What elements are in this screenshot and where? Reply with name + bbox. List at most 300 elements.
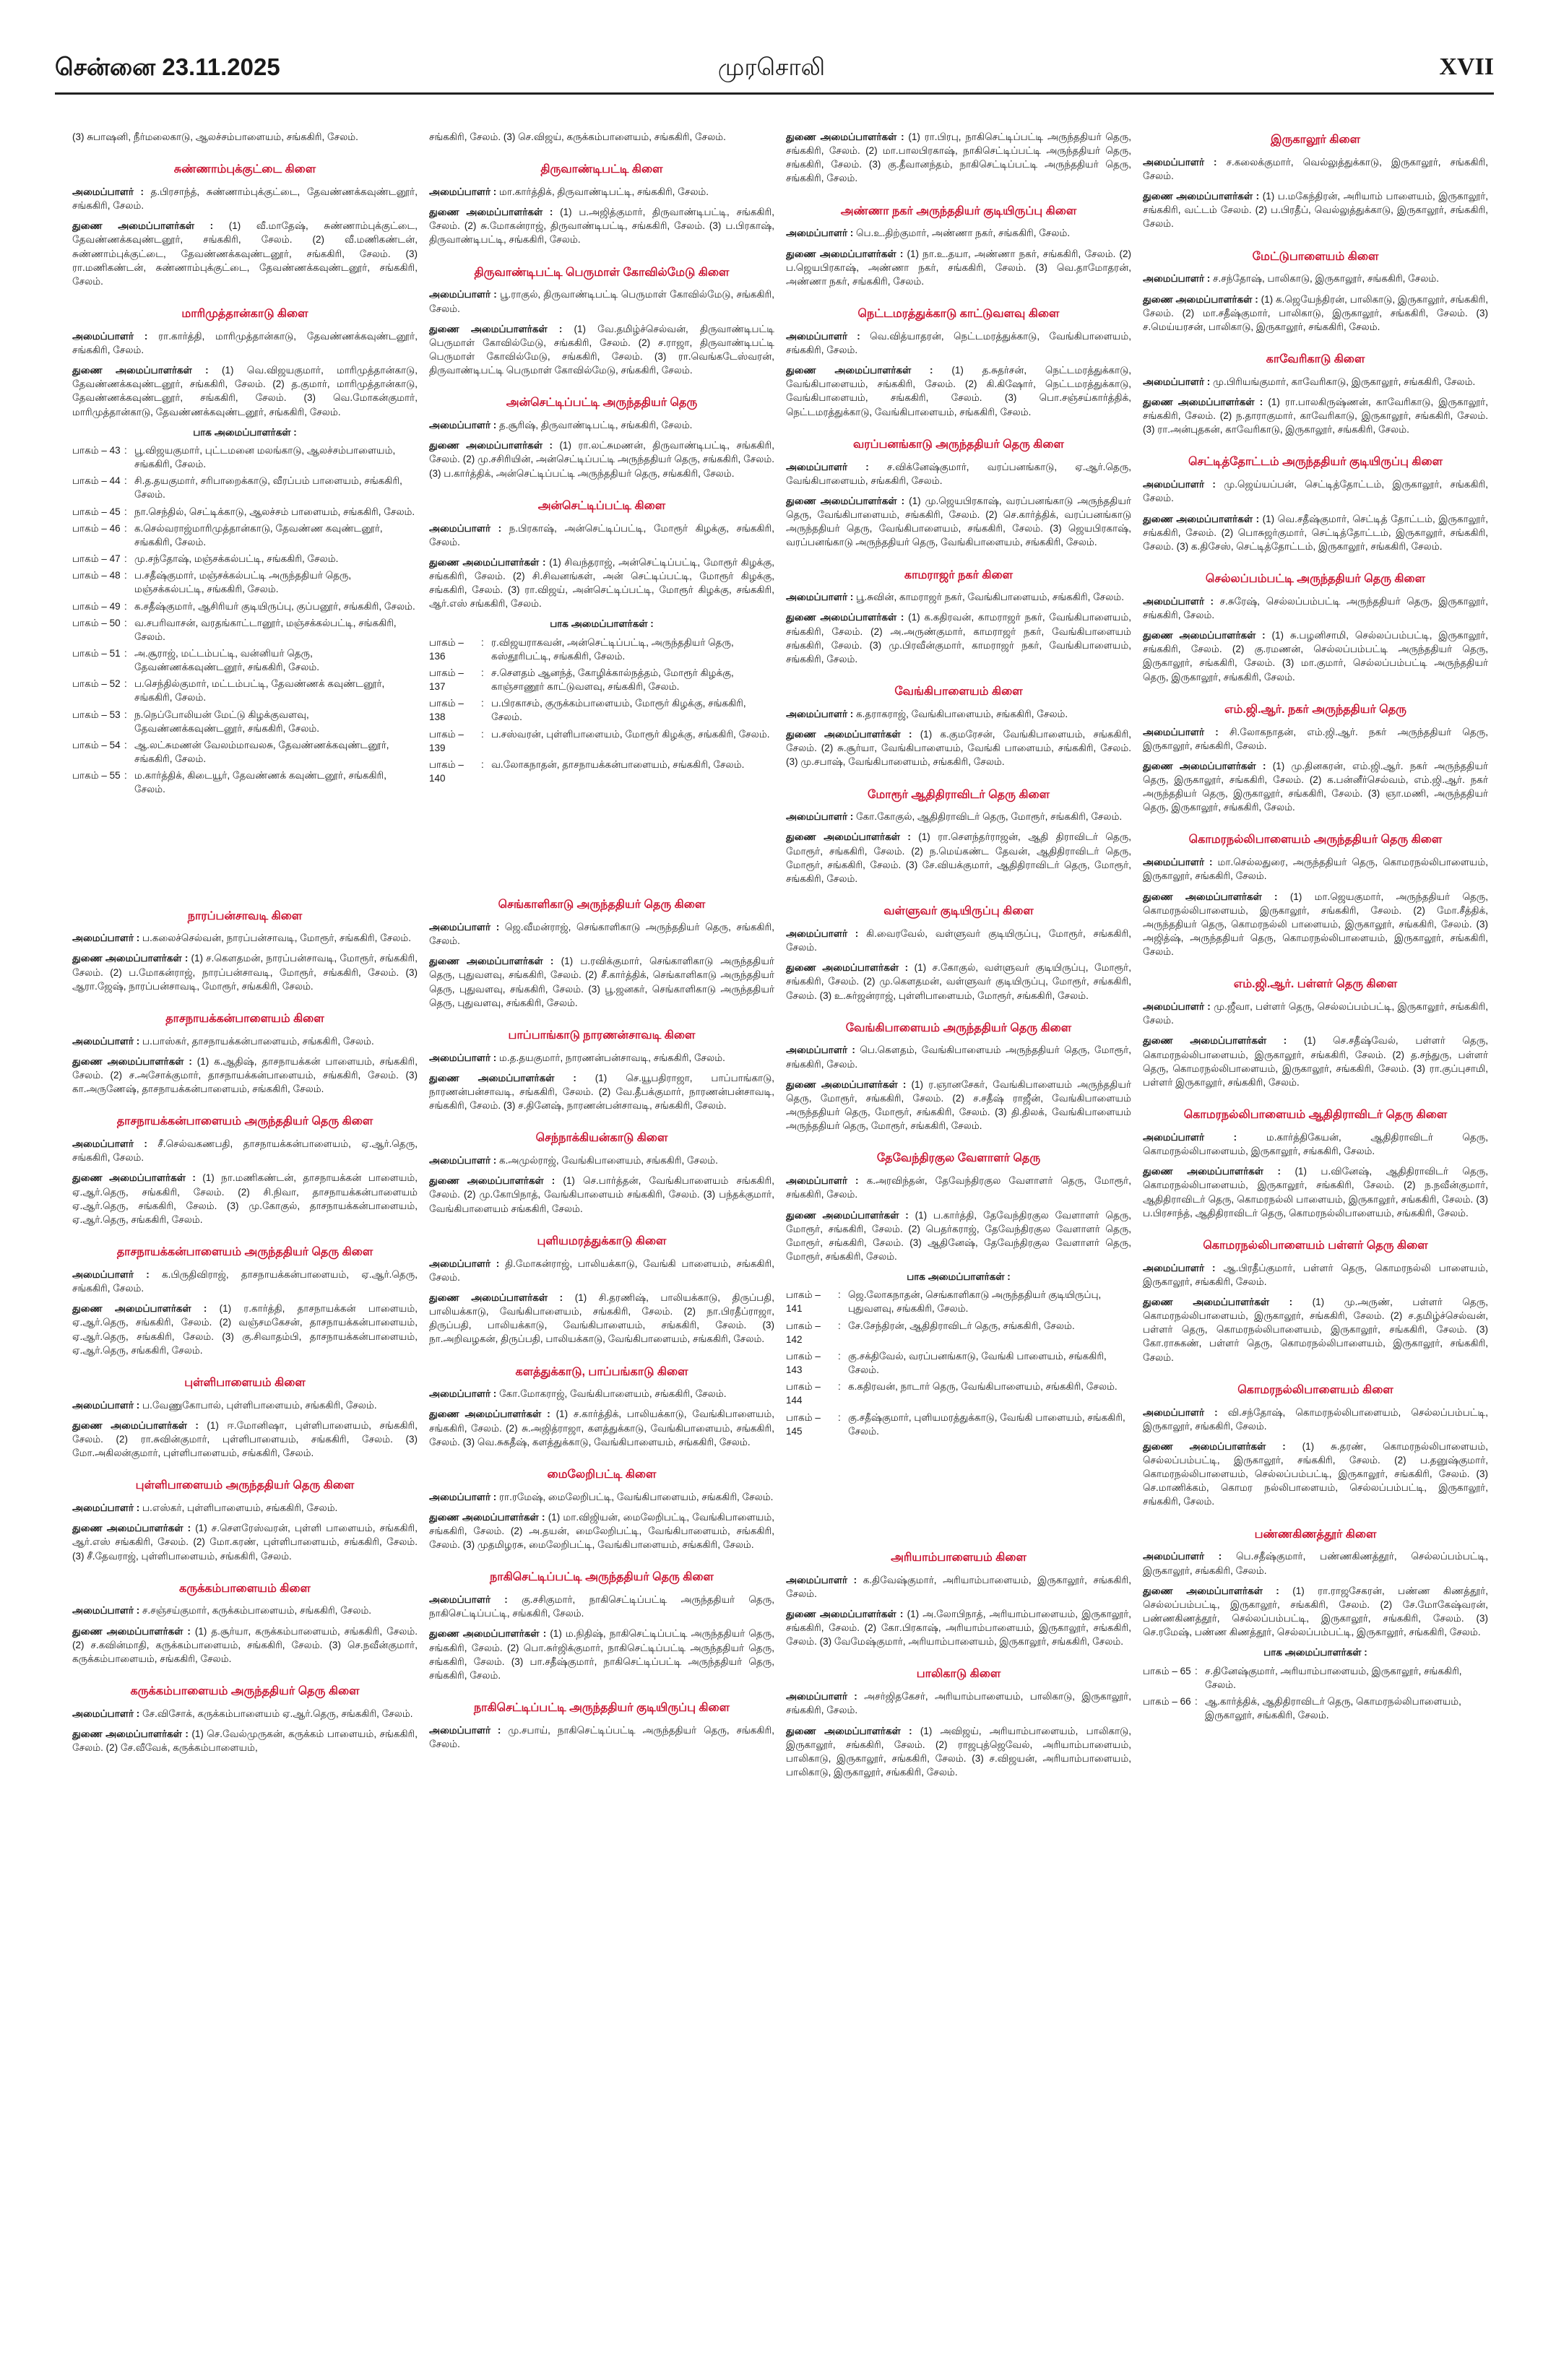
- role-entry: [72, 951, 418, 992]
- role-label: அமைப்பாளர் :: [429, 420, 497, 431]
- role-text: க.திவேஷ்குமார், அரியாம்பாளையம், இருகாலூர், சங்ககிரி, சேலம்.: [786, 1574, 1131, 1599]
- part-number: பாகம் – 65: [1143, 1665, 1191, 1676]
- role-text: (1) மா.ஜெயகுமார், அருந்ததியர் தெரு, கொமரநல்லிபாளையம், இருகாலூர், சங்ககிரி, சேலம். (2) மோ.சீத்திக், அருந்ததியர் தெரு, கொமரநல்லி பாளையம், இருகாலூர், சங்ககிரி, சேலம். (3) அஜித்ஷ், அருந்ததியர் தெரு, கொமரநல்லிபாளையம், இருகாலூர், சங்ககிரி, சேலம்.: [1143, 891, 1488, 958]
- section-heading: நாகிசெட்டிப்பட்டி அருந்ததியர் தெரு கிளை: [489, 1571, 714, 1584]
- role-label: அமைப்பாளர் :: [1143, 857, 1213, 868]
- part-organiser: சே.சேந்திரன், ஆதிதிராவிடர் தெரு, சங்ககிரி, சேலம்.: [848, 1320, 1075, 1331]
- role-label: துணை அமைப்பாளர்கள் :: [429, 956, 554, 967]
- part-separator: :: [1195, 1665, 1198, 1676]
- role-text: (1) செ.பார்த்தன், வேங்கிபாளையம் சங்ககிரி, சேலம். (2) மு.கோபிநாத், வேங்கிபாளையம் சங்ககிரி, சேலம். (3) பந்தக்குமார், வேங்கிபாளையம் சங்ககிரி, சேலம்.: [429, 1175, 774, 1214]
- section-heading: தேவேந்திரகுல வேளாளர் தெரு: [876, 1152, 1041, 1165]
- part-separator: :: [481, 758, 484, 770]
- role-entry: [786, 226, 1131, 240]
- part-row: [786, 1349, 1131, 1377]
- section-heading: புள்ளிபாளையம் கிளை: [184, 1376, 306, 1389]
- role-entry: [786, 1174, 1131, 1201]
- role-entry: [429, 1627, 774, 1682]
- part-row: [429, 666, 774, 693]
- role-label: அமைப்பாளர் :: [786, 1574, 857, 1585]
- page-header: [0, 0, 1543, 123]
- part-organiser: ஆ.லட்சுமணன் வேலம்மாவலசு, தேவண்ணக்கவுண்டனூர், சங்ககிரி, சேலம்.: [134, 739, 389, 765]
- role-text: மு.பிரியங்குமார், காவேரிகாடு, இருகாலூர், சங்ககிரி, சேலம்.: [1213, 376, 1476, 387]
- role-text: ப.எஸ்கர், புள்ளிபாளையம், சங்ககிரி, சேலம்.: [142, 1502, 338, 1514]
- role-text: ச.கலைக்குமார், வெல்லுத்துக்காடு, இருகாலூர், சங்ககிரி, சேலம்.: [1143, 156, 1488, 181]
- role-text: (1) வீ.மாதேஷ், சுண்ணாம்புக்குட்டை, தேவண்ணக்கவுண்டனூர், சங்ககிரி, சேலம். (2) வீ.மணிகண்டன், சுண்ணாம்புக்குட்டை, தேவண்ணக்கவுண்டனூர், சங்ககிரி, சேலம். (3) ரா.மணிகண்டன், சுண்ணாம்புக்குட்டை, தேவண்ணக்கவுண்டனூர், சங்ககிரி, சேலம்.: [72, 220, 418, 287]
- section-heading: அரியாம்பாளையம் கிளை: [891, 1551, 1026, 1564]
- role-entry: [786, 130, 1131, 186]
- role-text: ச.சந்தோஷ், பாலிகாடு, இருகாலூர், சங்ககிரி, சேலம்.: [1213, 273, 1440, 285]
- role-entry: [429, 287, 774, 315]
- role-entry: [429, 205, 774, 246]
- part-organiser: ப.சதீஷ்குமார், மஞ்சக்கல்பட்டி அருந்ததியர் தெரு, மஞ்சக்கல்பட்டி, சங்ககிரி, சேலம்.: [134, 570, 352, 595]
- role-label: துணை அமைப்பாளர்கள் :: [786, 962, 909, 974]
- part-row: [786, 1319, 1131, 1346]
- role-label: துணை அமைப்பாளர்கள் :: [786, 1209, 909, 1221]
- role-text: (1) நா.உ.தயா, அண்ணா நகர், சங்ககிரி, சேலம். (2) ப.ஜெயபிரகாஷ், அண்ணா நகர், சங்ககிரி, சேலம். (3) வெ.தாமோதரன், அண்ணா நகர், சங்ககிரி, சேலம்.: [786, 248, 1131, 287]
- role-text: கு.சசிகுமார், நாகிசெட்டிப்பட்டி அருந்ததியர் தெரு, நாகிசெட்டிப்பட்டி, சங்ககிரி, சேலம்.: [429, 1594, 774, 1619]
- role-entry: [72, 1034, 418, 1048]
- role-entry: [786, 610, 1131, 666]
- part-organisers-title: பாக அமைப்பாளர்கள் :: [193, 426, 297, 438]
- part-separator: :: [838, 1350, 841, 1362]
- role-entry: [1143, 155, 1488, 183]
- part-separator: :: [124, 600, 127, 612]
- role-entry: [786, 1078, 1131, 1133]
- role-label: அமைப்பாளர் :: [429, 1052, 497, 1063]
- role-text: கி.வைரவேல், வள்ளுவர் குடியிருப்பு, மோரூர், சங்ககிரி, சேலம்.: [786, 927, 1131, 953]
- role-text: த.பிரசாந்த், சுண்ணாம்புக்குட்டை, தேவண்ணக்கவுண்டனூர், சங்ககிரி, சேலம்.: [72, 186, 418, 212]
- section-heading: நாரப்பன்சாவடி கிளை: [187, 909, 303, 922]
- role-text: மு.ஜீவா, பள்ளர் தெரு, செல்லப்பம்பட்டி, இருகாலூர், சங்ககிரி, சேலம்.: [1143, 1001, 1488, 1026]
- role-text: (1) ச.கௌதமன், நாரப்பன்சாவடி, மோரூர், சங்ககிரி, சேலம். (2) ப.மோகன்ராஜ், நாரப்பன்சாவடி, மோரூர், சங்ககிரி, சேலம். (3) ஆரா.ஜேஷ், நாரப்பன்சாவடி, மோரூர், சங்ககிரி, சேலம்.: [72, 953, 418, 992]
- part-row: [786, 1380, 1131, 1407]
- role-entry: [1143, 1000, 1488, 1027]
- role-text: (1) வெ.சதீஷ்குமார், செட்டித் தோட்டம், இருகாலூர், சங்ககிரி, சேலம். (2) பொசுஜர்குமார், செட்டித்தோட்டம், இருகாலூர், சங்ககிரி, சேலம். (3) க.திசேஸ், செட்டித்தோட்டம், இருகாலூர், சங்ககிரி, சேலம்.: [1143, 513, 1488, 552]
- part-row: [72, 600, 418, 613]
- role-text: பெ.சதீஷ்குமார், பண்ணகிணத்தூர், செல்லப்பம்பட்டி, இருகாலூர், சங்ககிரி, சேலம்.: [1143, 1551, 1488, 1576]
- role-entry: [1143, 477, 1488, 505]
- role-entry: [72, 1419, 418, 1460]
- role-label: அமைப்பாளர் :: [429, 921, 500, 932]
- role-label: துணை அமைப்பாளர்கள் :: [1143, 1440, 1286, 1452]
- part-organisers-title: பாக அமைப்பாளர்கள் :: [1263, 1647, 1367, 1658]
- part-row: [72, 769, 418, 796]
- role-entry: [72, 1501, 418, 1515]
- role-text: சி.லோகநாதன், எம்.ஜி.ஆர். நகர் அருந்ததியர் தெரு, இருகாலூர், சங்ககிரி, சேலம்.: [1143, 726, 1488, 751]
- section-heading: நெட்டமரத்துக்காடு காட்டுவளவு கிளை: [857, 308, 1060, 321]
- role-label: துணை அமைப்பாளர்கள் :: [786, 131, 904, 142]
- role-entry: [72, 931, 418, 945]
- role-label: அமைப்பாளர் :: [1143, 1406, 1218, 1418]
- role-label: துணை அமைப்பாளர்கள் :: [429, 556, 546, 568]
- section-heading: செந்நாக்கியன்காடு கிளை: [535, 1132, 668, 1145]
- role-text: க.பிருதிவிராஜ், தாசநாயக்கன்பாளையம், ஏ.ஆர்.தெரு, சங்ககிரி, சேலம்.: [72, 1268, 418, 1294]
- role-label: துணை அமைப்பாளர்கள் :: [1143, 630, 1266, 641]
- role-text: (1) சிவந்தராஜ், அன்செட்டிப்பட்டி, மோரூர் கிழக்கு, சங்ககிரி, சேலம். (2) சி.சிவனங்கள், அன் செட்டிப்பட்டி, மோரூர் கிழக்கு, சங்ககிரி, சேலம். (3) ரா.விஜய், அன்செட்டிப்பட்டி, மோரூர் கிழக்கு, சங்ககிரி, ஆர்.எஸ் சங்ககிரி, சேலம்.: [429, 556, 774, 610]
- section-heading: காமராஜர் நகர் கிளை: [904, 568, 1013, 581]
- part-row: [1143, 1664, 1488, 1692]
- part-number: பாகம் – 66: [1143, 1695, 1191, 1707]
- part-separator: :: [124, 522, 127, 534]
- role-entry: [72, 1521, 418, 1562]
- role-text: க.அரவிந்தன், தேவேந்திரகுல வேளாளர் தெரு, மோரூர், சங்ககிரி, சேலம்.: [786, 1175, 1131, 1200]
- role-text: (1) ச.சௌரேஸ்வரன், புள்ளி பாளையம், சங்ககிரி, ஆர்.எஸ் சங்ககிரி, சேலம். (2) மோ.கரண், புள்ளிபாளையம், சங்ககிரி, சேலம். (3) சீ.தேவராஜ், புள்ளிபாளையம், சங்ககிரி, சேலம்.: [72, 1523, 418, 1562]
- section-heading: பாப்பாங்காடு நாரணன்சாவடி கிளை: [508, 1029, 696, 1042]
- section-heading: புளியமரத்துக்காடு கிளை: [537, 1234, 667, 1247]
- role-entry: [429, 954, 774, 1010]
- role-entry: [1143, 628, 1488, 684]
- role-label: அமைப்பாளர் :: [786, 1175, 859, 1187]
- part-separator: :: [838, 1381, 841, 1393]
- role-text: (1) க.கதிரவன், காமராஜர் நகர், வேங்கிபாளையம், சங்ககிரி, சேலம். (2) அ.அருண்குமார், காமராஜர் நகர், வேங்கிபாளையம் சங்ககிரி, சேலம். (3) மு.பிரவீன்குமார், காமராஜர் நகர், வேங்கிபாளையம், சங்ககிரி, சேலம்.: [786, 612, 1131, 665]
- part-row: [429, 696, 774, 724]
- column-3: [786, 130, 1131, 2362]
- role-label: அமைப்பாளர் :: [786, 461, 869, 472]
- part-number: பாகம் – 143: [786, 1350, 821, 1376]
- role-entry: [429, 438, 774, 480]
- role-label: அமைப்பாளர் :: [1143, 376, 1211, 387]
- role-label: துணை அமைப்பாளர்கள் :: [786, 1078, 907, 1090]
- part-number: பாகம் – 54: [72, 739, 121, 750]
- role-text: ஜெ.வீமன்ராஜ், செங்காளிகாடு அருந்ததியர் தெரு, சங்ககிரி, சேலம்.: [429, 921, 774, 947]
- part-separator: :: [124, 444, 127, 456]
- part-row: [72, 616, 418, 644]
- part-organiser: கு.சதீஷ்குமார், புளியமரத்துக்காடு, வேங்கி பாளையம், சங்ககிரி, சேலம்.: [848, 1411, 1125, 1437]
- role-label: அமைப்பாளர் :: [72, 186, 144, 197]
- section-heading: பண்ணகிணத்தூர் கிளை: [1254, 1528, 1377, 1541]
- role-entry: [786, 329, 1131, 357]
- section-heading: பாலிகாடு கிளை: [916, 1668, 1001, 1681]
- role-entry: [1143, 725, 1488, 753]
- role-entry: [1143, 1295, 1488, 1364]
- role-entry: [786, 363, 1131, 419]
- role-entry: [429, 322, 774, 378]
- role-label: துணை அமைப்பாளர்கள் :: [429, 1408, 550, 1420]
- role-label: அமைப்பாளர் :: [786, 1044, 855, 1056]
- part-organiser: க.கதிரவன், நாடார் தெரு, வேங்கிபாளையம், சங்ககிரி, சேலம்.: [848, 1381, 1118, 1393]
- role-label: அமைப்பாளர் :: [429, 1594, 508, 1606]
- role-entry: [1143, 890, 1488, 959]
- role-text: (1) மு.ஜெயபிரகாஷ், வரப்பனங்காடு அருந்ததியர் தெரு, வேங்கிபாளையம், சங்ககிரி, சேலம். (2) செ.கார்த்திக், வரப்பனங்காடு அருந்ததியர் தெரு, வேங்கிபாளையம், சங்ககிரி, சேலம். (3) ஜெயபிரகாஷ், வரப்பனங்காடு அருந்ததியர் தெரு, வேங்கிபாளையம், சங்ககிரி, சேலம்.: [786, 495, 1131, 548]
- role-label: அமைப்பாளர் :: [786, 708, 854, 719]
- part-organiser: ஜெ.லோகநாதன், செங்காளிகாடு அருந்ததியர் குடியிருப்பு, புதுவளவு, சங்ககிரி, சேலம்.: [848, 1289, 1102, 1315]
- role-entry: [72, 329, 418, 357]
- part-organisers-title: பாக அமைப்பாளர்கள் :: [550, 618, 654, 630]
- role-entry: [1143, 1034, 1488, 1089]
- part-row: [72, 552, 418, 566]
- role-entry: [1143, 512, 1488, 553]
- part-row: [429, 636, 774, 663]
- part-number: பாகம் – 137: [429, 667, 464, 693]
- role-label: அமைப்பாளர் :: [786, 1691, 857, 1702]
- role-text: (1) ரா.பிரபு, நாகிசெட்டிப்பட்டி அருந்ததியர் தெரு, சங்ககிரி, சேலம். (2) மா.பாலபிரகாஷ், நாகிசெட்டிப்பட்டி அருந்ததியர் தெரு, சங்ககிரி, சேலம். (3) கு.தீவானந்தம், நாகிசெட்டிப்பட்டி அருந்ததியர் தெரு, சங்ககிரி, சேலம்.: [786, 131, 1131, 184]
- role-entry: [429, 1291, 774, 1346]
- part-organiser: நா.செந்தில், செட்டிக்காடு, ஆலச்சம் பாளையம், சங்ககிரி, சேலம்.: [134, 506, 415, 517]
- role-label: அமைப்பாளர் :: [72, 1708, 140, 1719]
- role-text: (1) வெ.விஜயகுமார், மாரிமுத்தான்காடு, தேவண்ணக்கவுண்டனூர், சங்ககிரி, சேலம். (2) த.குமார், மாரிமுத்தான்காடு, தேவண்ணக்கவுண்டனூர், சங்ககிரி, சேலம். (3) வெ.மோகன்குமார், மாரிமுத்தான்காடு, தேவண்ணக்கவுண்டனூர், சங்ககிரி, சேலம்.: [72, 365, 418, 417]
- part-organiser: ச.சௌதம் ஆனந்த், கோழிக்கால்நத்தம், மோரூர் கிழக்கு, காஞ்சாணூர் காட்டுவளவு, சங்ககிரி, சேலம்.: [491, 667, 734, 693]
- role-label: துணை அமைப்பாளர்கள் :: [1143, 1035, 1287, 1047]
- role-entry: [1143, 594, 1488, 622]
- section-heading: காவேரிகாடு கிளை: [1266, 353, 1365, 365]
- part-separator: :: [481, 667, 484, 678]
- part-number: பாகம் – 49: [72, 600, 121, 612]
- part-organisers-list: [429, 617, 774, 785]
- part-organiser: க.சதீஷ்குமார், ஆசிரியர் குடியிருப்பு, குப்பனூர், சங்ககிரி, சேலம்.: [134, 600, 415, 612]
- part-row: [72, 677, 418, 704]
- part-separator: :: [124, 647, 127, 659]
- role-text: ப.வேணுகோபால், புள்ளிபாளையம், சங்ககிரி, சேலம்.: [142, 1399, 377, 1411]
- role-label: அமைப்பாளர் :: [786, 228, 854, 239]
- role-label: அமைப்பாளர் :: [1143, 1001, 1211, 1013]
- role-text: பூ.சுவின், காமராஜர் நகர், வேங்கிபாளையம், சங்ககிரி, சேலம்.: [856, 592, 1124, 603]
- role-text: க.தராகராஜ், வேங்கிபாளையம், சங்ககிரி, சேலம்.: [856, 708, 1068, 719]
- role-entry: [1143, 1440, 1488, 1509]
- part-number: பாகம் – 140: [429, 758, 464, 784]
- part-separator: :: [481, 636, 484, 648]
- part-row: [72, 443, 418, 471]
- role-label: அமைப்பாளர் :: [429, 1155, 497, 1167]
- part-row: [429, 758, 774, 785]
- role-entry: [72, 363, 418, 419]
- part-organiser: ஆ.கார்த்திக், ஆதிதிராவிடர் தெரு, கொமரநல்லிபாளையம், இருகாலூர், சங்ககிரி, சேலம்.: [1205, 1695, 1461, 1721]
- part-row: [429, 727, 774, 755]
- role-entry: [1143, 1549, 1488, 1577]
- part-number: பாகம் – 53: [72, 709, 121, 720]
- part-number: பாகம் – 48: [72, 570, 121, 581]
- role-entry: [1143, 855, 1488, 883]
- part-organisers-list: [1143, 1645, 1488, 1722]
- role-label: அமைப்பாளர் :: [429, 1491, 497, 1502]
- role-label: துணை அமைப்பாளர்கள் :: [72, 1523, 191, 1534]
- role-label: துணை அமைப்பாளர்கள் :: [429, 207, 553, 218]
- role-entry: [1143, 272, 1488, 285]
- part-row: [1143, 1695, 1488, 1722]
- role-entry: [1143, 1261, 1488, 1289]
- role-entry: [72, 1055, 418, 1096]
- section-heading: செங்காளிகாடு அருந்ததியர் தெரு கிளை: [498, 899, 706, 912]
- part-number: பாகம் – 45: [72, 506, 121, 517]
- role-entry: [429, 1510, 774, 1552]
- role-label: துணை அமைப்பாளர்கள் :: [1143, 513, 1260, 524]
- part-row: [72, 474, 418, 501]
- role-label: அமைப்பாளர் :: [786, 592, 854, 603]
- section-heading: எம்.ஜி.ஆர். நகர் அருந்ததியர் தெரு: [1224, 703, 1406, 716]
- part-organiser: ர.விஜயராகவன், அன்செட்டிப்பட்டி, அருந்ததியர் தெரு, கஸ்தூரிபட்டி, சங்ககிரி, சேலம்.: [491, 636, 734, 662]
- role-text: (1) நா.மணிகண்டன், தாசநாயக்கன் பாளையம், ஏ.ஆர்.தெரு, சங்ககிரி, சேலம். (2) சி.நிவா, தாசநாயக்கன்பாளையம் ஏ.ஆர்.தெரு, சங்ககிரி, சேலம். (3) மு.கோகுல், தாசநாயக்கன்பாளையம், ஏ.ஆர்.தெரு, சங்ககிரி, சேலம்.: [72, 1172, 418, 1225]
- section-heading: புள்ளிபாளையம் அருந்ததியர் தெரு கிளை: [135, 1479, 355, 1492]
- role-entry: [72, 1171, 418, 1226]
- part-number: பாகம் – 50: [72, 617, 121, 628]
- section-heading: மாரிமுத்தான்காடு கிளை: [181, 308, 308, 321]
- section-heading: தாசநாயக்கன்பாளையம் கிளை: [165, 1012, 324, 1025]
- section-heading: கருக்கம்பாளையம் கிளை: [179, 1582, 311, 1595]
- role-entry: [1143, 1584, 1488, 1640]
- role-text: கோ.மோகராஜ், வேங்கிபாளையம், சங்ககிரி, சேலம்.: [499, 1388, 727, 1400]
- role-label: துணை அமைப்பாளர்கள் :: [786, 1725, 912, 1736]
- role-text: ம.கார்த்திகேயன், ஆதிதிராவிடர் தெரு, கொமரநல்லிபாளையம், இருகாலூர், சங்ககிரி, சேலம்.: [1143, 1131, 1488, 1157]
- role-label: அமைப்பாளர் :: [429, 522, 502, 534]
- section-heading: மேட்டுபாளையம் கிளை: [1252, 250, 1379, 263]
- role-label: துணை அமைப்பாளர்கள் :: [1143, 191, 1260, 202]
- part-row: [72, 738, 418, 766]
- part-row: [72, 646, 418, 674]
- part-organiser: அ.சூராஜ், மட்டம்பட்டி, வன்னியர் தெரு, தேவண்ணக்கவுண்டனூர், சங்ககிரி, சேலம்.: [134, 647, 320, 673]
- role-label: துணை அமைப்பாளர்கள் :: [786, 365, 933, 376]
- role-entry: [786, 460, 1131, 488]
- role-text: (1) ச.கோகுல், வள்ளுவர் குடியிருப்பு, மோரூர், சங்ககிரி, சேலம். (2) மு.கௌதமன், வள்ளுவர் குடியிருப்பு, மோரூர், சங்ககிரி, சேலம். (3) உ.சுர்ஜன்ராஜ், புள்ளிபாளையம், மோரூர், சங்ககிரி, சேலம்.: [786, 962, 1131, 1001]
- part-row: [72, 568, 418, 596]
- section-heading: தாசநாயக்கன்பாளையம் அருந்ததியர் தெரு கிளை: [116, 1246, 373, 1259]
- role-entry: [1143, 1406, 1488, 1433]
- role-entry: [429, 920, 774, 948]
- role-entry: [429, 1387, 774, 1401]
- role-text: கோ.கோகுல், ஆதிதிராவிடர் தெரு, மோரூர், சங்ககிரி, சேலம்.: [856, 811, 1123, 823]
- part-organiser: ந.நெப்போலியன் மேட்டு கிழக்குவளவு, தேவண்ணக்கவுண்டனூர், சங்ககிரி, சேலம்.: [134, 709, 320, 734]
- role-text: மு.ஜெய்யப்பன், செட்டித்தோட்டம், இருகாலூர், சங்ககிரி, சேலம்.: [1143, 479, 1488, 504]
- part-separator: :: [481, 698, 484, 709]
- role-entry: [1143, 1164, 1488, 1220]
- section-heading: செல்லப்பம்பட்டி அருந்ததியர் தெரு கிளை: [1205, 573, 1426, 585]
- role-label: துணை அமைப்பாளர்கள் :: [1143, 396, 1263, 407]
- role-entry: [429, 418, 774, 432]
- role-label: அமைப்பாளர் :: [1143, 726, 1219, 737]
- role-entry: [1143, 293, 1488, 334]
- role-label: அமைப்பாளர் :: [1143, 595, 1214, 607]
- part-row: [72, 708, 418, 735]
- part-organisers-list: [786, 1270, 1131, 1438]
- role-entry: [786, 1043, 1131, 1070]
- part-organiser: ப.சஸ்வரன், புள்ளிபாளையம், மோரூர் கிழக்கு, சங்ககிரி, சேலம்.: [491, 728, 770, 740]
- role-text: பெ.கெளதம், வேங்கிபாளையம் அருந்ததியர் தெரு, மோரூர், சங்ககிரி, சேலம்.: [786, 1044, 1131, 1070]
- part-separator: :: [124, 770, 127, 782]
- section-heading: களத்துக்காடு, பாப்பங்காடு கிளை: [515, 1365, 688, 1378]
- header-rule: [55, 92, 1494, 95]
- section-heading: சுண்ணாம்புக்குட்டை கிளை: [173, 163, 316, 176]
- role-label: துணை அமைப்பாளர்கள் :: [429, 1175, 556, 1187]
- role-entry: [786, 1573, 1131, 1601]
- section-heading: வேங்கிபாளையம் கிளை: [894, 685, 1023, 698]
- paragraph: சங்ககிரி, சேலம். (3) செ.விஜய், கருக்கம்பாளையம், சங்ககிரி, சேலம்.: [429, 131, 726, 142]
- part-number: பாகம் – 47: [72, 553, 121, 565]
- role-text: (1) மா.விஜியன், மைலேறிபட்டி, வேங்கிபாளையம், சங்ககிரி, சேலம். (2) அ.தயன், மைலேறிபட்டி, வேங்கிபாளையம், சங்ககிரி, சேலம். (3) முதமிழரசு, மைலேறிபட்டி, வேங்கிபாளையம், சங்ககிரி, சேலம்.: [429, 1511, 774, 1551]
- role-label: துணை அமைப்பாளர்கள் :: [1143, 891, 1278, 902]
- role-label: துணை அமைப்பாளர்கள் :: [72, 1303, 207, 1315]
- role-label: துணை அமைப்பாளர்கள் :: [786, 612, 904, 623]
- part-number: பாகம் – 145: [786, 1411, 821, 1437]
- section-heading: கொமரநல்லிபாளையம் பள்ளர் தெரு கிளை: [1203, 1239, 1428, 1252]
- role-entry: [72, 185, 418, 212]
- newspaper-title: முரசொலி: [717, 53, 826, 80]
- role-text: த.சூரிஷ், திருவாண்டிபட்டி, சங்ககிரி, சேலம்.: [499, 420, 693, 431]
- role-entry: [429, 1174, 774, 1215]
- role-entry: [786, 810, 1131, 823]
- role-text: (1) செ.வேல்முருகன், கருக்கம் பாளையம், சங்ககிரி, சேலம். (2) சே.வீவேக், கருக்கம்பாளையம்,: [72, 1728, 418, 1754]
- part-number: பாகம் – 46: [72, 522, 121, 534]
- role-entry: [429, 1407, 774, 1448]
- role-label: அமைப்பாளர் :: [1143, 479, 1216, 490]
- role-label: துணை அமைப்பாளர்கள் :: [72, 1172, 196, 1184]
- page-number: XVII: [1439, 53, 1494, 80]
- role-text: ச.சுரேஷ், செல்லப்பம்பட்டி அருந்ததியர் தெரு, இருகாலூர், சங்ககிரி, சேலம்.: [1143, 595, 1488, 620]
- column-spacer: [429, 792, 774, 879]
- role-text: மு.சபாய், நாகிசெட்டிப்பட்டி அருந்ததியர் தெரு, சங்ககிரி, சேலம்.: [429, 1724, 774, 1750]
- role-label: துணை அமைப்பாளர்கள் :: [1143, 760, 1266, 771]
- role-entry: [786, 1689, 1131, 1717]
- role-text: (1) செ.யூபதிராஜா, பாப்பாங்காடு, நாரணன்பன்சாவடி, சங்ககிரி, சேலம். (2) வே.தீபக்குமார், நாரணன்பன்சாவடி, சங்ககிரி, சேலம். (3) ச.தினேஷ், நாரணன்பன்சாவடி, சங்ககிரி, சேலம்.: [429, 1072, 774, 1112]
- role-label: அமைப்பாளர் :: [429, 186, 497, 197]
- role-entry: [786, 1724, 1131, 1780]
- part-number: பாகம் – 138: [429, 698, 464, 723]
- role-text: (1) செ.சதீஷ்வேல், பள்ளர் தெரு, கொமரநல்லிபாளையம், இருகாலூர், சங்ககிரி, சேலம். (2) த.சந்துரு, பள்ளர் தெரு, கொமரநல்லிபாளையம், இருகாலூர், சங்ககிரி, சேலம். (3) ரா.குப்புசாமி, பள்ளர் இருகாலூர், சங்ககிரி, சேலம்.: [1143, 1035, 1488, 1088]
- part-organiser: க.செல்வராஜ்மாரிமுத்தான்காடு, தேவண்ண கவுண்டனூர், சங்ககிரி, சேலம்.: [134, 522, 383, 548]
- role-text: தி.மோகன்ராஜ், பாலியக்காடு, வேங்கி பாளையம், சங்ககிரி, சேலம்.: [429, 1258, 774, 1283]
- part-row: [72, 505, 418, 519]
- section-heading: இருகாலூர் கிளை: [1270, 134, 1361, 146]
- role-label: துணை அமைப்பாளர்கள் :: [429, 1291, 563, 1303]
- part-number: பாகம் – 139: [429, 728, 464, 753]
- role-text: ப.கலைச்செல்வன், நாரப்பன்சாவடி, மோரூர், சங்ககிரி, சேலம்.: [142, 932, 412, 944]
- role-label: அமைப்பாளர் :: [429, 1388, 497, 1400]
- section-heading: கருக்கம்பாளையம் அருந்ததியர் தெரு கிளை: [130, 1685, 360, 1698]
- role-label: துணை அமைப்பாளர்கள் :: [429, 1511, 545, 1523]
- part-separator: :: [1195, 1695, 1198, 1707]
- role-text: (1) சி.தரணிஷ், பாலியக்காடு, திருப்பதி, பாலியக்காடு, வேங்கிபாளையம், சங்ககிரி, சேலம். (2) நா.பிரதீப்ராஜா, திருப்பதி, பாலியக்காடு, வேங்கிபாளையம், சங்ககிரி, சேலம். (3) நா.அறிவழகன், திருப்பதி, பாலியக்காடு, வேங்கிபாளையம், சங்ககிரி, சேலம்.: [429, 1291, 774, 1345]
- part-number: பாகம் – 51: [72, 647, 121, 659]
- role-entry: [429, 1257, 774, 1284]
- role-entry: [429, 1490, 774, 1504]
- role-entry: [429, 1154, 774, 1167]
- role-label: அமைப்பாளர் :: [429, 1258, 500, 1269]
- section-heading: கொமரநல்லிபாளையம் ஆதிதிராவிடர் தெரு கிளை: [1183, 1109, 1448, 1122]
- role-label: துணை அமைப்பாளர்கள் :: [429, 1628, 547, 1640]
- part-number: பாகம் – 141: [786, 1289, 821, 1315]
- role-entry: [429, 1051, 774, 1065]
- part-number: பாகம் – 144: [786, 1381, 821, 1406]
- role-text: (1) ப.அஜித்குமார், திருவாண்டிபட்டி, சங்ககிரி, சேலம். (2) சு.மோகன்ராஜ், திருவாண்டிபட்டி, சங்ககிரி, சேலம். (3) ப.பிரகாஷ், திருவாண்டிபட்டி, சங்ககிரி, சேலம்.: [429, 207, 774, 246]
- part-row: [786, 1288, 1131, 1315]
- role-label: துணை அமைப்பாளர்கள் :: [72, 365, 209, 376]
- section-heading: கொமரநல்லிபாளையம் கிளை: [1237, 1383, 1393, 1396]
- role-label: துணை அமைப்பாளர்கள் :: [786, 495, 905, 506]
- section-heading: மைலேறிபட்டி கிளை: [547, 1468, 657, 1481]
- role-text: (1) ப.ரவிக்குமார், செங்காளிகாடு அருந்ததியர் தெரு, புதுவளவு, சங்ககிரி, சேலம். (2) சீ.கார்த்திக், செங்காளிகாடு அருந்ததியர் தெரு, புதுவளவு, சங்ககிரி, சேலம். (3) பூ.ஜனகர், செங்காளிகாடு அருந்ததியர் தெரு, புதுவளவு, சங்ககிரி, சேலம்.: [429, 956, 774, 1008]
- part-separator: :: [124, 553, 127, 565]
- section-heading: அண்ணா நகர் அருந்ததியர் குடியிருப்பு கிளை: [840, 204, 1077, 217]
- part-organiser: ப.செந்தில்குமார், மட்டம்பட்டி, தேவண்ணக் கவுண்டனூர், சங்ககிரி, சேலம்.: [134, 678, 385, 704]
- role-entry: [429, 1593, 774, 1620]
- role-entry: [786, 1607, 1131, 1648]
- role-entry: [1143, 189, 1488, 230]
- section-heading: வேங்கிபாளையம் அருந்ததியர் தெரு கிளை: [845, 1021, 1072, 1034]
- role-text: பூ.ராகுல், திருவாண்டிபட்டி பெருமாள் கோவில்மேடு, சங்ககிரி, சேலம்.: [429, 289, 774, 314]
- role-entry: [72, 1398, 418, 1412]
- part-separator: :: [838, 1320, 841, 1331]
- part-number: பாகம் – 44: [72, 475, 121, 487]
- role-label: துணை அமைப்பாளர்கள் :: [72, 220, 214, 232]
- part-organiser: மு.சந்தோஷ், மஞ்சக்கல்பட்டி, சங்ககிரி, சேலம்.: [134, 553, 339, 565]
- role-label: அமைப்பாளர் :: [72, 1035, 140, 1047]
- section-heading: அன்செட்டிப்பட்டி அருந்ததியர் தெரு: [506, 397, 698, 410]
- part-organiser: ப.பிரகாசம், குருக்கம்பாளையம், மோரூர் கிழக்கு, சங்ககிரி, சேலம்.: [491, 698, 746, 723]
- role-label: துணை அமைப்பாளர்கள் :: [72, 1055, 192, 1067]
- role-label: அமைப்பாளர் :: [72, 932, 140, 944]
- role-text: (1) ப.வினேஷ், ஆதிதிராவிடர் தெரு, கொமரநல்லிபாளையம், இருகாலூர், சங்ககிரி, சேலம். (2) ந.நவீன்குமார், ஆதிதிராவிடர் தெரு, கொமரநல்லி பாளையம், இருகாலூர், சங்ககிரி, சேலம். (3) ப.பிரசாந்த், ஆதிதிராவிடர் தெரு, கொமரநல்லிபாளையம், சங்ககிரி, சேலம்.: [1143, 1166, 1488, 1219]
- part-number: பாகம் – 55: [72, 770, 121, 782]
- role-label: துணை அமைப்பாளர்கள் :: [786, 729, 912, 740]
- role-text: (1) க.ஜெயேந்திரன், பாலிகாடு, இருகாலூர், சங்ககிரி, சேலம். (2) மா.சதீஷ்குமார், பாலிகாடு, இருகாலூர், சங்ககிரி, சேலம். (3) ச.மெய்யரசன், பாலிகாடு, இருகாலூர், சங்ககிரி, சேலம்.: [1143, 293, 1488, 332]
- role-text: பெ.உ.திற்குமார், அண்ணா நகர், சங்ககிரி, சேலம்.: [856, 228, 1071, 239]
